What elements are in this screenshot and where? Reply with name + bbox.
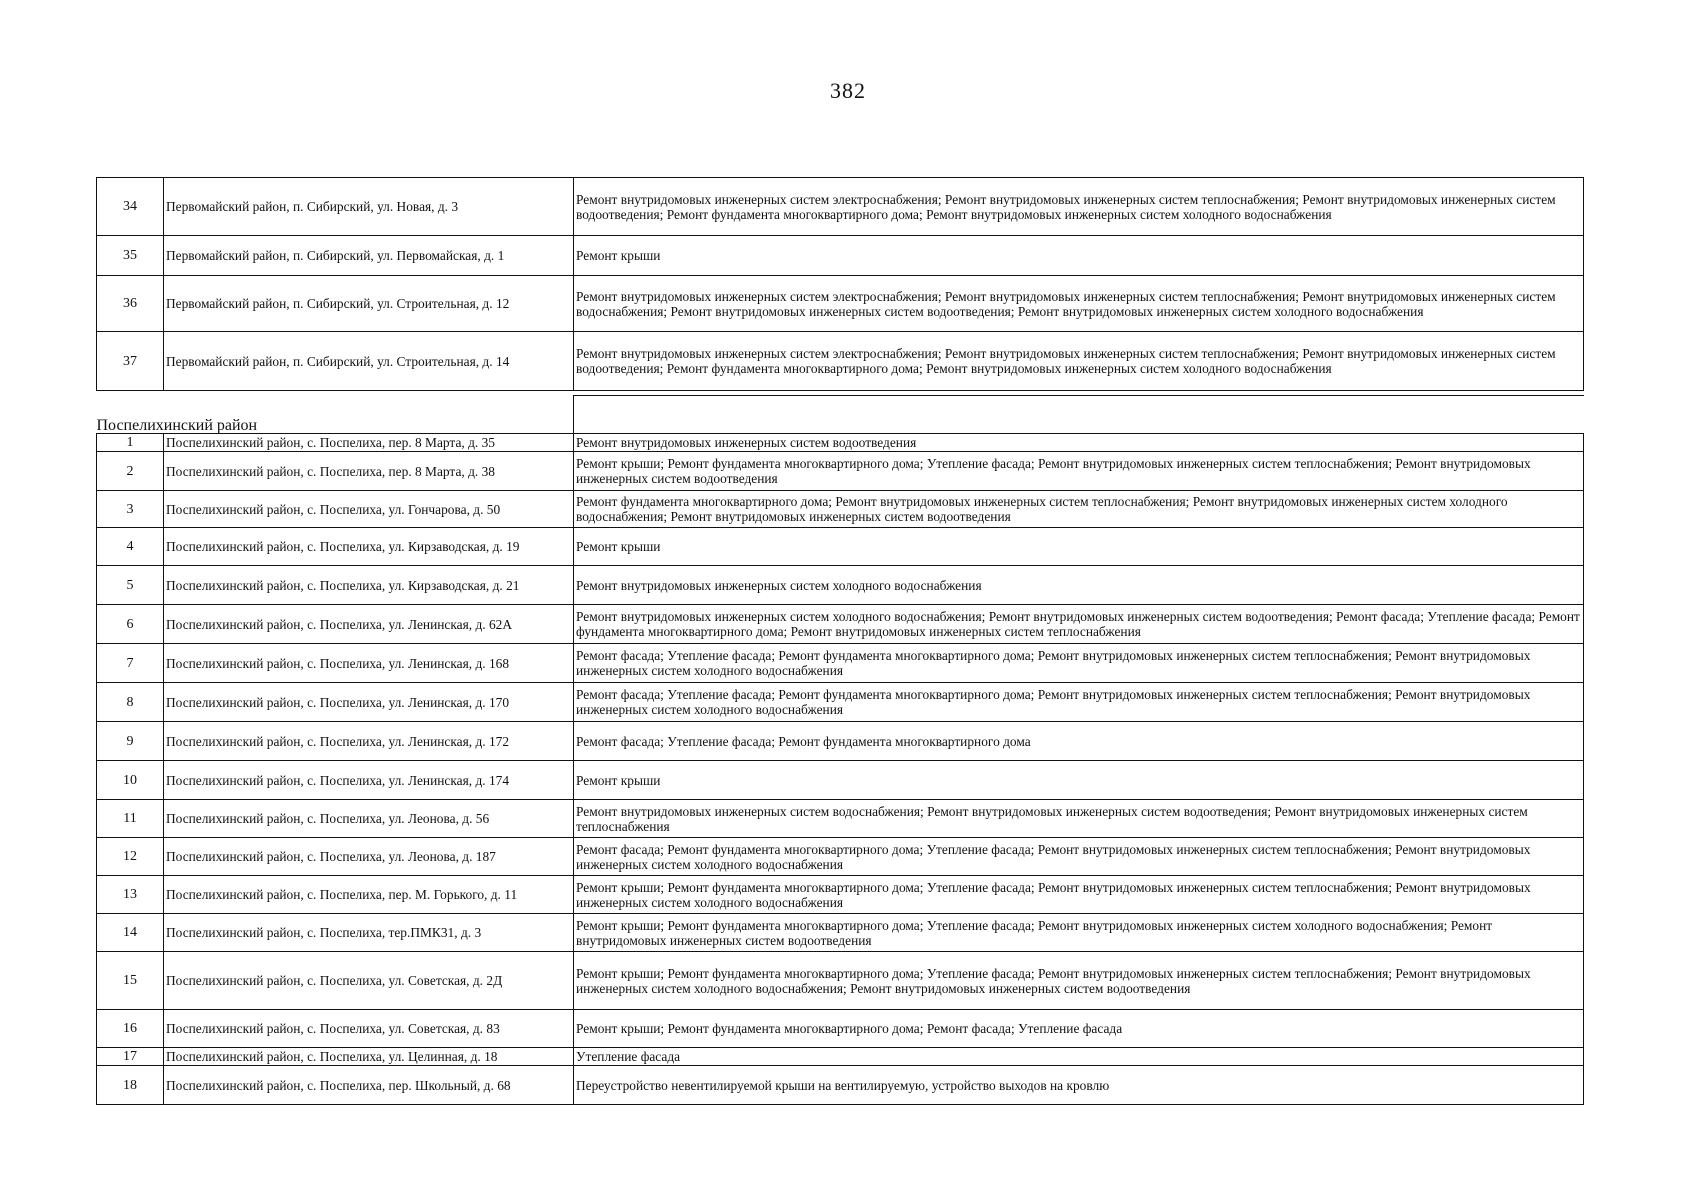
row-number: 2 [97, 452, 164, 491]
row-number: 14 [97, 914, 164, 952]
row-number: 4 [97, 528, 164, 566]
row-number: 36 [97, 276, 164, 332]
row-address: Поспелихинский район, с. Поспелиха, ул. Ленинская, д. 62А [164, 605, 574, 644]
row-works: Ремонт внутридомовых инженерных систем электроснабжения; Ремонт внутридомовых инженерных систем теплоснабжения; Ремонт внутридомовых инженерных систем водоотведения; Ремонт фундамента многоквартирного дома; Ремонт внутридомовых инженерных систем холодного водоснабжения [574, 332, 1584, 391]
row-number: 16 [97, 1010, 164, 1048]
row-number: 37 [97, 332, 164, 391]
table-row [97, 876, 1584, 914]
row-number: 3 [97, 491, 164, 528]
row-number: 13 [97, 876, 164, 914]
row-number: 6 [97, 605, 164, 644]
table-row [97, 800, 1584, 838]
row-number: 12 [97, 838, 164, 876]
row-number: 10 [97, 761, 164, 800]
row-number: 7 [97, 644, 164, 683]
row-number: 9 [97, 722, 164, 761]
row-works: Ремонт фасада; Утепление фасада; Ремонт фундамента многоквартирного дома; Ремонт внутридомовых инженерных систем теплоснабжения; Ремонт внутридомовых инженерных систем холодного водоснабжения [574, 644, 1584, 683]
pervomaisky-table [96, 177, 1584, 391]
table-row [97, 1010, 1584, 1048]
row-works: Ремонт фасада; Утепление фасада; Ремонт фундамента многоквартирного дома [574, 722, 1584, 761]
row-address: Поспелихинский район, с. Поспелиха, ул. Ленинская, д. 174 [164, 761, 574, 800]
table-row [97, 1066, 1584, 1105]
row-works: Ремонт крыши [574, 761, 1584, 800]
row-address: Поспелихинский район, с. Поспелиха, ул. Гончарова, д. 50 [164, 491, 574, 528]
table-row [97, 178, 1584, 236]
row-number: 1 [97, 434, 164, 452]
row-number: 11 [97, 800, 164, 838]
table-row [97, 491, 1584, 528]
row-number: 17 [97, 1048, 164, 1066]
row-works: Ремонт крыши; Ремонт фундамента многоквартирного дома; Утепление фасада; Ремонт внутридомовых инженерных систем холодного водоснабжения; Ремонт внутридомовых инженерных систем водоотведения [574, 914, 1584, 952]
row-number: 5 [97, 566, 164, 605]
row-address: Поспелихинский район, с. Поспелиха, ул. Ленинская, д. 172 [164, 722, 574, 761]
row-works: Ремонт крыши; Ремонт фундамента многоквартирного дома; Утепление фасада; Ремонт внутридомовых инженерных систем теплоснабжения; Ремонт внутридомовых инженерных систем холодного водоснабжения; Ремонт внутридомовых инженерных систем водоотведения [574, 952, 1584, 1010]
row-works: Ремонт крыши [574, 236, 1584, 276]
table-row [97, 434, 1584, 452]
row-address: Поспелихинский район, с. Поспелиха, ул. Целинная, д. 18 [164, 1048, 574, 1066]
row-address: Поспелихинский район, с. Поспелиха, ул. Кирзаводская, д. 21 [164, 566, 574, 605]
row-works: Ремонт крыши [574, 528, 1584, 566]
row-works: Ремонт внутридомовых инженерных систем водоотведения [574, 434, 1584, 452]
row-address: Первомайский район, п. Сибирский, ул. Новая, д. 3 [164, 178, 574, 236]
row-number: 18 [97, 1066, 164, 1105]
row-address: Поспелихинский район, с. Поспелиха, ул. Леонова, д. 187 [164, 838, 574, 876]
pospelikha-table [96, 395, 1584, 1105]
table-row [97, 761, 1584, 800]
row-number: 15 [97, 952, 164, 1010]
row-address: Первомайский район, п. Сибирский, ул. Строительная, д. 14 [164, 332, 574, 391]
row-address: Поспелихинский район, с. Поспелиха, ул. Советская, д. 2Д [164, 952, 574, 1010]
row-address: Первомайский район, п. Сибирский, ул. Первомайская, д. 1 [164, 236, 574, 276]
row-number: 8 [97, 683, 164, 722]
row-works: Ремонт фасада; Ремонт фундамента многоквартирного дома; Утепление фасада; Ремонт внутридомовых инженерных систем теплоснабжения; Ремонт внутридомовых инженерных систем холодного водоснабжения [574, 838, 1584, 876]
section-row [97, 396, 1584, 434]
row-number: 35 [97, 236, 164, 276]
row-works: Ремонт внутридомовых инженерных систем холодного водоснабжения [574, 566, 1584, 605]
row-address: Поспелихинский район, с. Поспелиха, пер. Школьный, д. 68 [164, 1066, 574, 1105]
table-row [97, 1048, 1584, 1066]
row-address: Первомайский район, п. Сибирский, ул. Строительная, д. 12 [164, 276, 574, 332]
row-works: Ремонт внутридомовых инженерных систем электроснабжения; Ремонт внутридомовых инженерных систем теплоснабжения; Ремонт внутридомовых инженерных систем водоснабжения; Ремонт внутридомовых инженерных систем водоотведения; Ремонт внутридомовых инженерных систем холодного водоснабжения [574, 276, 1584, 332]
row-address: Поспелихинский район, с. Поспелиха, ул. Ленинская, д. 170 [164, 683, 574, 722]
section-title: Поспелихинский район [96, 417, 258, 434]
row-works: Ремонт внутридомовых инженерных систем электроснабжения; Ремонт внутридомовых инженерных систем теплоснабжения; Ремонт внутридомовых инженерных систем водоотведения; Ремонт фундамента многоквартирного дома; Ремонт внутридомовых инженерных систем холодного водоснабжения [574, 178, 1584, 236]
row-address: Поспелихинский район, с. Поспелиха, ул. Ленинская, д. 168 [164, 644, 574, 683]
table-row [97, 452, 1584, 491]
table-row [97, 722, 1584, 761]
row-address: Поспелихинский район, с. Поспелиха, ул. Советская, д. 83 [164, 1010, 574, 1048]
table-row [97, 644, 1584, 683]
table-row [97, 332, 1584, 391]
row-works: Переустройство невентилируемой крыши на вентилируемую, устройство выходов на кровлю [574, 1066, 1584, 1105]
table-row [97, 914, 1584, 952]
row-address: Поспелихинский район, с. Поспелиха, ул. Кирзаводская, д. 19 [164, 528, 574, 566]
row-works: Ремонт крыши; Ремонт фундамента многоквартирного дома; Утепление фасада; Ремонт внутридомовых инженерных систем теплоснабжения; Ремонт внутридомовых инженерных систем водоотведения [574, 452, 1584, 491]
table-row [97, 605, 1584, 644]
row-address: Поспелихинский район, с. Поспелиха, пер. 8 Марта, д. 38 [164, 452, 574, 491]
row-works: Ремонт крыши; Ремонт фундамента многоквартирного дома; Утепление фасада; Ремонт внутридомовых инженерных систем теплоснабжения; Ремонт внутридомовых инженерных систем холодного водоснабжения [574, 876, 1584, 914]
row-works: Ремонт внутридомовых инженерных систем водоснабжения; Ремонт внутридомовых инженерных систем водоотведения; Ремонт внутридомовых инженерных систем теплоснабжения [574, 800, 1584, 838]
row-address: Поспелихинский район, с. Поспелиха, пер. 8 Марта, д. 35 [164, 434, 574, 452]
table-row [97, 952, 1584, 1010]
row-address: Поспелихинский район, с. Поспелиха, ул. Леонова, д. 56 [164, 800, 574, 838]
table-row [97, 276, 1584, 332]
row-works: Ремонт фасада; Утепление фасада; Ремонт фундамента многоквартирного дома; Ремонт внутридомовых инженерных систем теплоснабжения; Ремонт внутридомовых инженерных систем холодного водоснабжения [574, 683, 1584, 722]
row-works: Ремонт крыши; Ремонт фундамента многоквартирного дома; Ремонт фасада; Утепление фасада [574, 1010, 1584, 1048]
page-number: 382 [830, 78, 866, 103]
row-number: 34 [97, 178, 164, 236]
table-row [97, 528, 1584, 566]
row-address: Поспелихинский район, с. Поспелиха, пер. М. Горького, д. 11 [164, 876, 574, 914]
row-works: Ремонт внутридомовых инженерных систем холодного водоснабжения; Ремонт внутридомовых инженерных систем водоотведения; Ремонт фасада; Утепление фасада; Ремонт фундамента многоквартирного дома; Ремонт внутридомовых инженерных систем теплоснабжения [574, 605, 1584, 644]
table-row [97, 236, 1584, 276]
row-works: Утепление фасада [574, 1048, 1584, 1066]
row-address: Поспелихинский район, с. Поспелиха, тер.ПМК31, д. 3 [164, 914, 574, 952]
table-row [97, 683, 1584, 722]
row-works: Ремонт фундамента многоквартирного дома; Ремонт внутридомовых инженерных систем теплоснабжения; Ремонт внутридомовых инженерных систем холодного водоснабжения; Ремонт внутридомовых инженерных систем водоотведения [574, 491, 1584, 528]
table-row [97, 566, 1584, 605]
table-row [97, 838, 1584, 876]
